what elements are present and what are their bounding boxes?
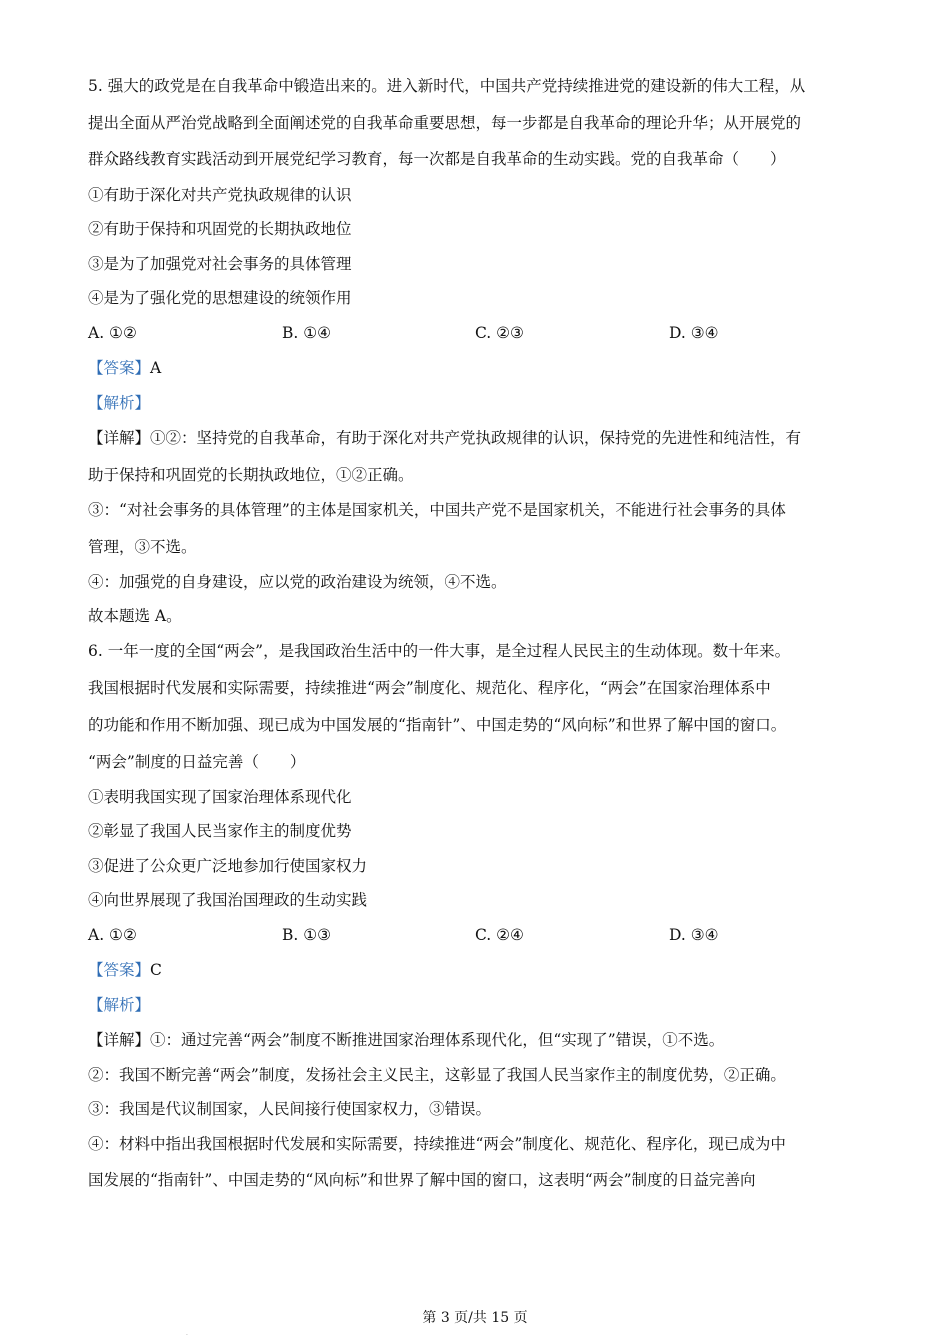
q5-answer — [88, 358, 161, 378]
q5-item-2: ②有助于保持和巩固党的长期执政地位 — [88, 220, 352, 238]
q6-detail-line-3: ③：我国是代议制国家，人民间接行使国家权力，③错误。 — [88, 1100, 492, 1118]
q5-item-1: ①有助于深化对共产党执政规律的认识 — [88, 186, 352, 204]
q6-stem-line-3: 的功能和作用不断加强、现已成为中国发展的“指南针”、中国走势的“风向标”和世界了解中国的窗口。 — [88, 716, 787, 734]
page-footer: 第 3 页/共 15 页 — [422, 1310, 528, 1326]
q6-item-4: ④向世界展现了我国治国理政的生动实践 — [88, 891, 368, 909]
q6-detail-line-2: ②：我国不断完善“两会”制度，发扬社会主义民主，这彰显了我国人民当家作主的制度优势，②正确。 — [88, 1066, 786, 1084]
q6-stem-line-2: 我国根据时代发展和实际需要，持续推进“两会”制度化、规范化、程序化，“两会”在国家治理体系中 — [88, 679, 771, 697]
q6-stem-line-1: 6. 一年一度的全国“两会”，是我国政治生活中的一件大事，是全过程人民民主的生动体现。数十年来。 — [88, 642, 791, 660]
q5-detail-line-3: ③：“对社会事务的具体管理”的主体是国家机关，中国共产党不是国家机关，不能进行社会事务的具体 — [88, 501, 786, 519]
q6-answer-tag: 【答案】 — [88, 961, 151, 979]
q5-answer-tag: 【答案】 — [88, 359, 151, 377]
q6-detail-line-1: 【详解】①：通过完善“两会”制度不断推进国家治理体系现代化，但“实现了”错误，①不选。 — [88, 1031, 725, 1049]
q6-answer — [88, 960, 162, 980]
q5-answer-value: A — [150, 359, 162, 377]
q6-item-3: ③促进了公众更广泛地参加行使国家权力 — [88, 857, 368, 875]
q6-option-c: C. ②④ — [475, 926, 524, 944]
q5-option-b: B. ①④ — [282, 324, 332, 342]
q6-analysis-tag: 【解析】 — [88, 996, 151, 1014]
q6-detail-line-4: ④：材料中指出我国根据时代发展和实际需要，持续推进“两会”制度化、规范化、程序化，现已成为中 — [88, 1135, 786, 1153]
q5-stem-line-1: 5. 强大的政党是在自我革命中锻造出来的。进入新时代，中国共产党持续推进党的建设新的伟大工程，从 — [88, 77, 806, 95]
q5-option-d: D. ③④ — [669, 324, 719, 342]
q5-detail-line-1: 【详解】①②：坚持党的自我革命，有助于深化对共产党执政规律的认识，保持党的先进性和纯洁性，有 — [88, 429, 802, 447]
q5-analysis-tag: 【解析】 — [88, 394, 151, 412]
q5-stem-line-2: 提出全面从严治党战略到全面阐述党的自我革命重要思想，每一步都是自我革命的理论升华；从开展党的 — [88, 114, 802, 132]
q6-option-d: D. ③④ — [669, 926, 719, 944]
q5-option-a: A. ①② — [88, 324, 137, 342]
q5-detail-line-4: 管理，③不选。 — [88, 538, 197, 556]
q5-conclusion: 故本题选 A。 — [88, 607, 182, 625]
q6-option-a: A. ①② — [88, 926, 137, 944]
q6-item-2: ②彰显了我国人民当家作主的制度优势 — [88, 822, 352, 840]
q6-option-b: B. ①③ — [282, 926, 332, 944]
q6-answer-value: C — [150, 961, 162, 979]
q5-detail-line-2: 助于保持和巩固党的长期执政地位，①②正确。 — [88, 466, 414, 484]
q5-item-3: ③是为了加强党对社会事务的具体管理 — [88, 255, 352, 273]
q5-stem-line-3: 群众路线教育实践活动到开展党纪学习教育，每一次都是自我革命的生动实践。党的自我革命（ ） — [88, 150, 786, 168]
q6-stem-line-4: “两会”制度的日益完善（ ） — [88, 753, 306, 771]
q5-item-4: ④是为了强化党的思想建设的统领作用 — [88, 289, 352, 307]
q5-detail-line-5: ④：加强党的自身建设，应以党的政治建设为统领，④不选。 — [88, 573, 507, 591]
q5-option-c: C. ②③ — [475, 324, 524, 342]
page-mark: · — [186, 1332, 188, 1339]
q6-item-1: ①表明我国实现了国家治理体系现代化 — [88, 788, 352, 806]
q6-detail-line-5: 国发展的“指南针”、中国走势的“风向标”和世界了解中国的窗口，这表明“两会”制度的日益完善向 — [88, 1171, 756, 1189]
